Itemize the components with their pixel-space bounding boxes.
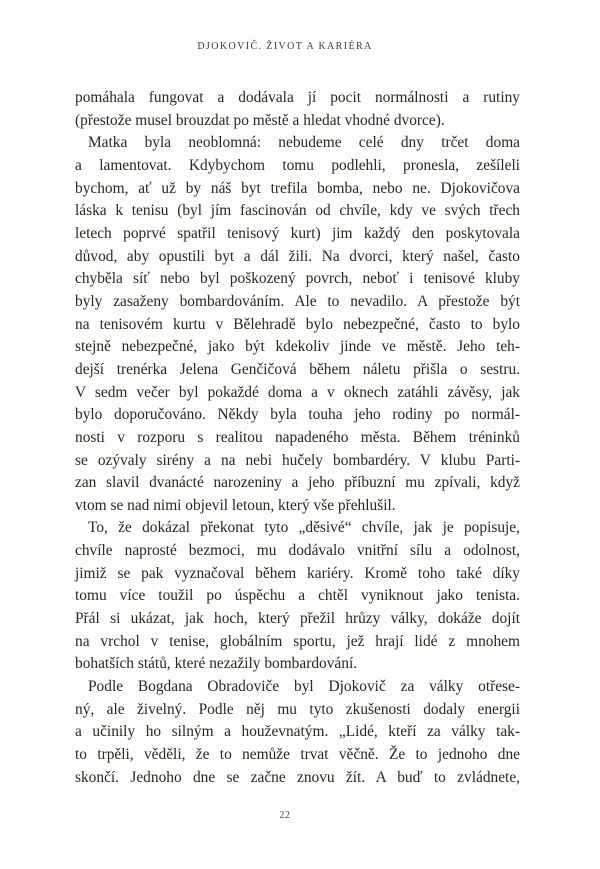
text-line: tomu více toužil po úspěchu a chtěl vyniknout jako tenista. bbox=[75, 587, 520, 605]
paragraph bbox=[75, 87, 520, 132]
text-line: bohatších států, které nezažily bombardování. bbox=[75, 655, 358, 673]
text-line: bylo doporučováno. Někdy byla touha jeho rodiny po normál- bbox=[75, 406, 520, 424]
text-line: zan slavil dvanácté narozeniny a jeho příbuzní mu zpívali, když bbox=[75, 474, 520, 492]
paragraph bbox=[75, 132, 520, 517]
text-line: Přál si ukázat, jak hoch, který přežil hrůzy války, dokáže dojít bbox=[75, 610, 520, 628]
text-line: stejně nebezpečné, jako být kdekoliv jinde ve městě. Jeho teh- bbox=[75, 338, 520, 356]
text-line: pomáhala fungovat a dodávala jí pocit normálnosti a rutiny bbox=[75, 89, 520, 106]
text-line: důvod, aby opustili byt a dál žili. Na dvorci, který našel, často bbox=[75, 247, 520, 265]
text-line: skončí. Jednoho dne se začne znovu žít. A buď to zvládnete, bbox=[75, 768, 520, 786]
body-text bbox=[75, 87, 520, 789]
text-line: na vrchol v tenise, globálním sportu, jež hrají lidé z mnohem bbox=[75, 632, 520, 650]
text-line: a lamentovat. Kdybychom tomu podlehli, pronesla, zešíleli bbox=[75, 156, 520, 174]
text-line: Matka byla neoblomná: nebudeme celé dny trčet doma bbox=[88, 134, 520, 152]
text-line: nosti v rozporu s realitou napadeného města. Během tréninků bbox=[75, 428, 520, 446]
running-head-title: DJOKOVIČ. ŽIVOT A KARIÉRA bbox=[197, 41, 373, 52]
text-line: ný, ale živelný. Podle něj mu tyto zkušenosti dodaly energii bbox=[75, 700, 520, 718]
text-line: To, že dokázal překonat tyto „děsivé“ chvíle, jak je popisuje, bbox=[88, 519, 520, 537]
page-number: 22 bbox=[279, 810, 291, 821]
text-line: jimiž se pak vyznačoval během kariéry. Kromě toho také díky bbox=[75, 564, 520, 582]
paragraph bbox=[75, 676, 520, 789]
text-line: V sedm večer byl pokaždé doma a v oknech zatáhli závěsy, jak bbox=[75, 383, 520, 401]
text-line: chvíle naprosté bezmoci, mu dodávalo vnitřní sílu a odolnost, bbox=[75, 542, 520, 560]
text-line: to trpěli, věděli, že to nemůže trvat věčně. Že to jednoho dne bbox=[75, 746, 520, 764]
text-line: vtom se nad nimi objevil letoun, který vše přehlušil. bbox=[75, 496, 396, 514]
text-line: Podle Bogdana Obradoviče byl Djokovič za války otřese- bbox=[88, 678, 520, 696]
text-line: láska k tenisu (byl jím fascinován od chvíle, kdy ve svých třech bbox=[75, 202, 520, 220]
text-line: letech poprvé spatřil tenisový kurt) jim každý den poskytovala bbox=[75, 224, 520, 242]
text-line: chyběla síť nebo byl poškozený povrch, neboť i tenisové kluby bbox=[75, 270, 520, 288]
text-line: a učinily ho silným a houževnatým. „Lidé, kteří za války tak- bbox=[75, 723, 520, 741]
text-line: se ozývaly sirény a na nebi hučely bombardéry. V klubu Parti- bbox=[75, 451, 520, 469]
text-line: dejší trenérka Jelena Genčičová během náletu přišla o sestru. bbox=[75, 360, 520, 378]
text-line: byly zasaženy bombardováním. Ale to nevadilo. A přestože být bbox=[75, 292, 520, 310]
paragraph bbox=[75, 517, 520, 676]
text-line: na tenisovém kurtu v Bělehradě bylo nebezpečné, často to bylo bbox=[75, 315, 520, 333]
text-line: bychom, ať už by náš byt trefila bomba, nebo ne. Djokovičova bbox=[75, 179, 520, 197]
text-line: (přestože musel brouzdat po městě a hledat vhodné dvorce). bbox=[75, 111, 445, 129]
